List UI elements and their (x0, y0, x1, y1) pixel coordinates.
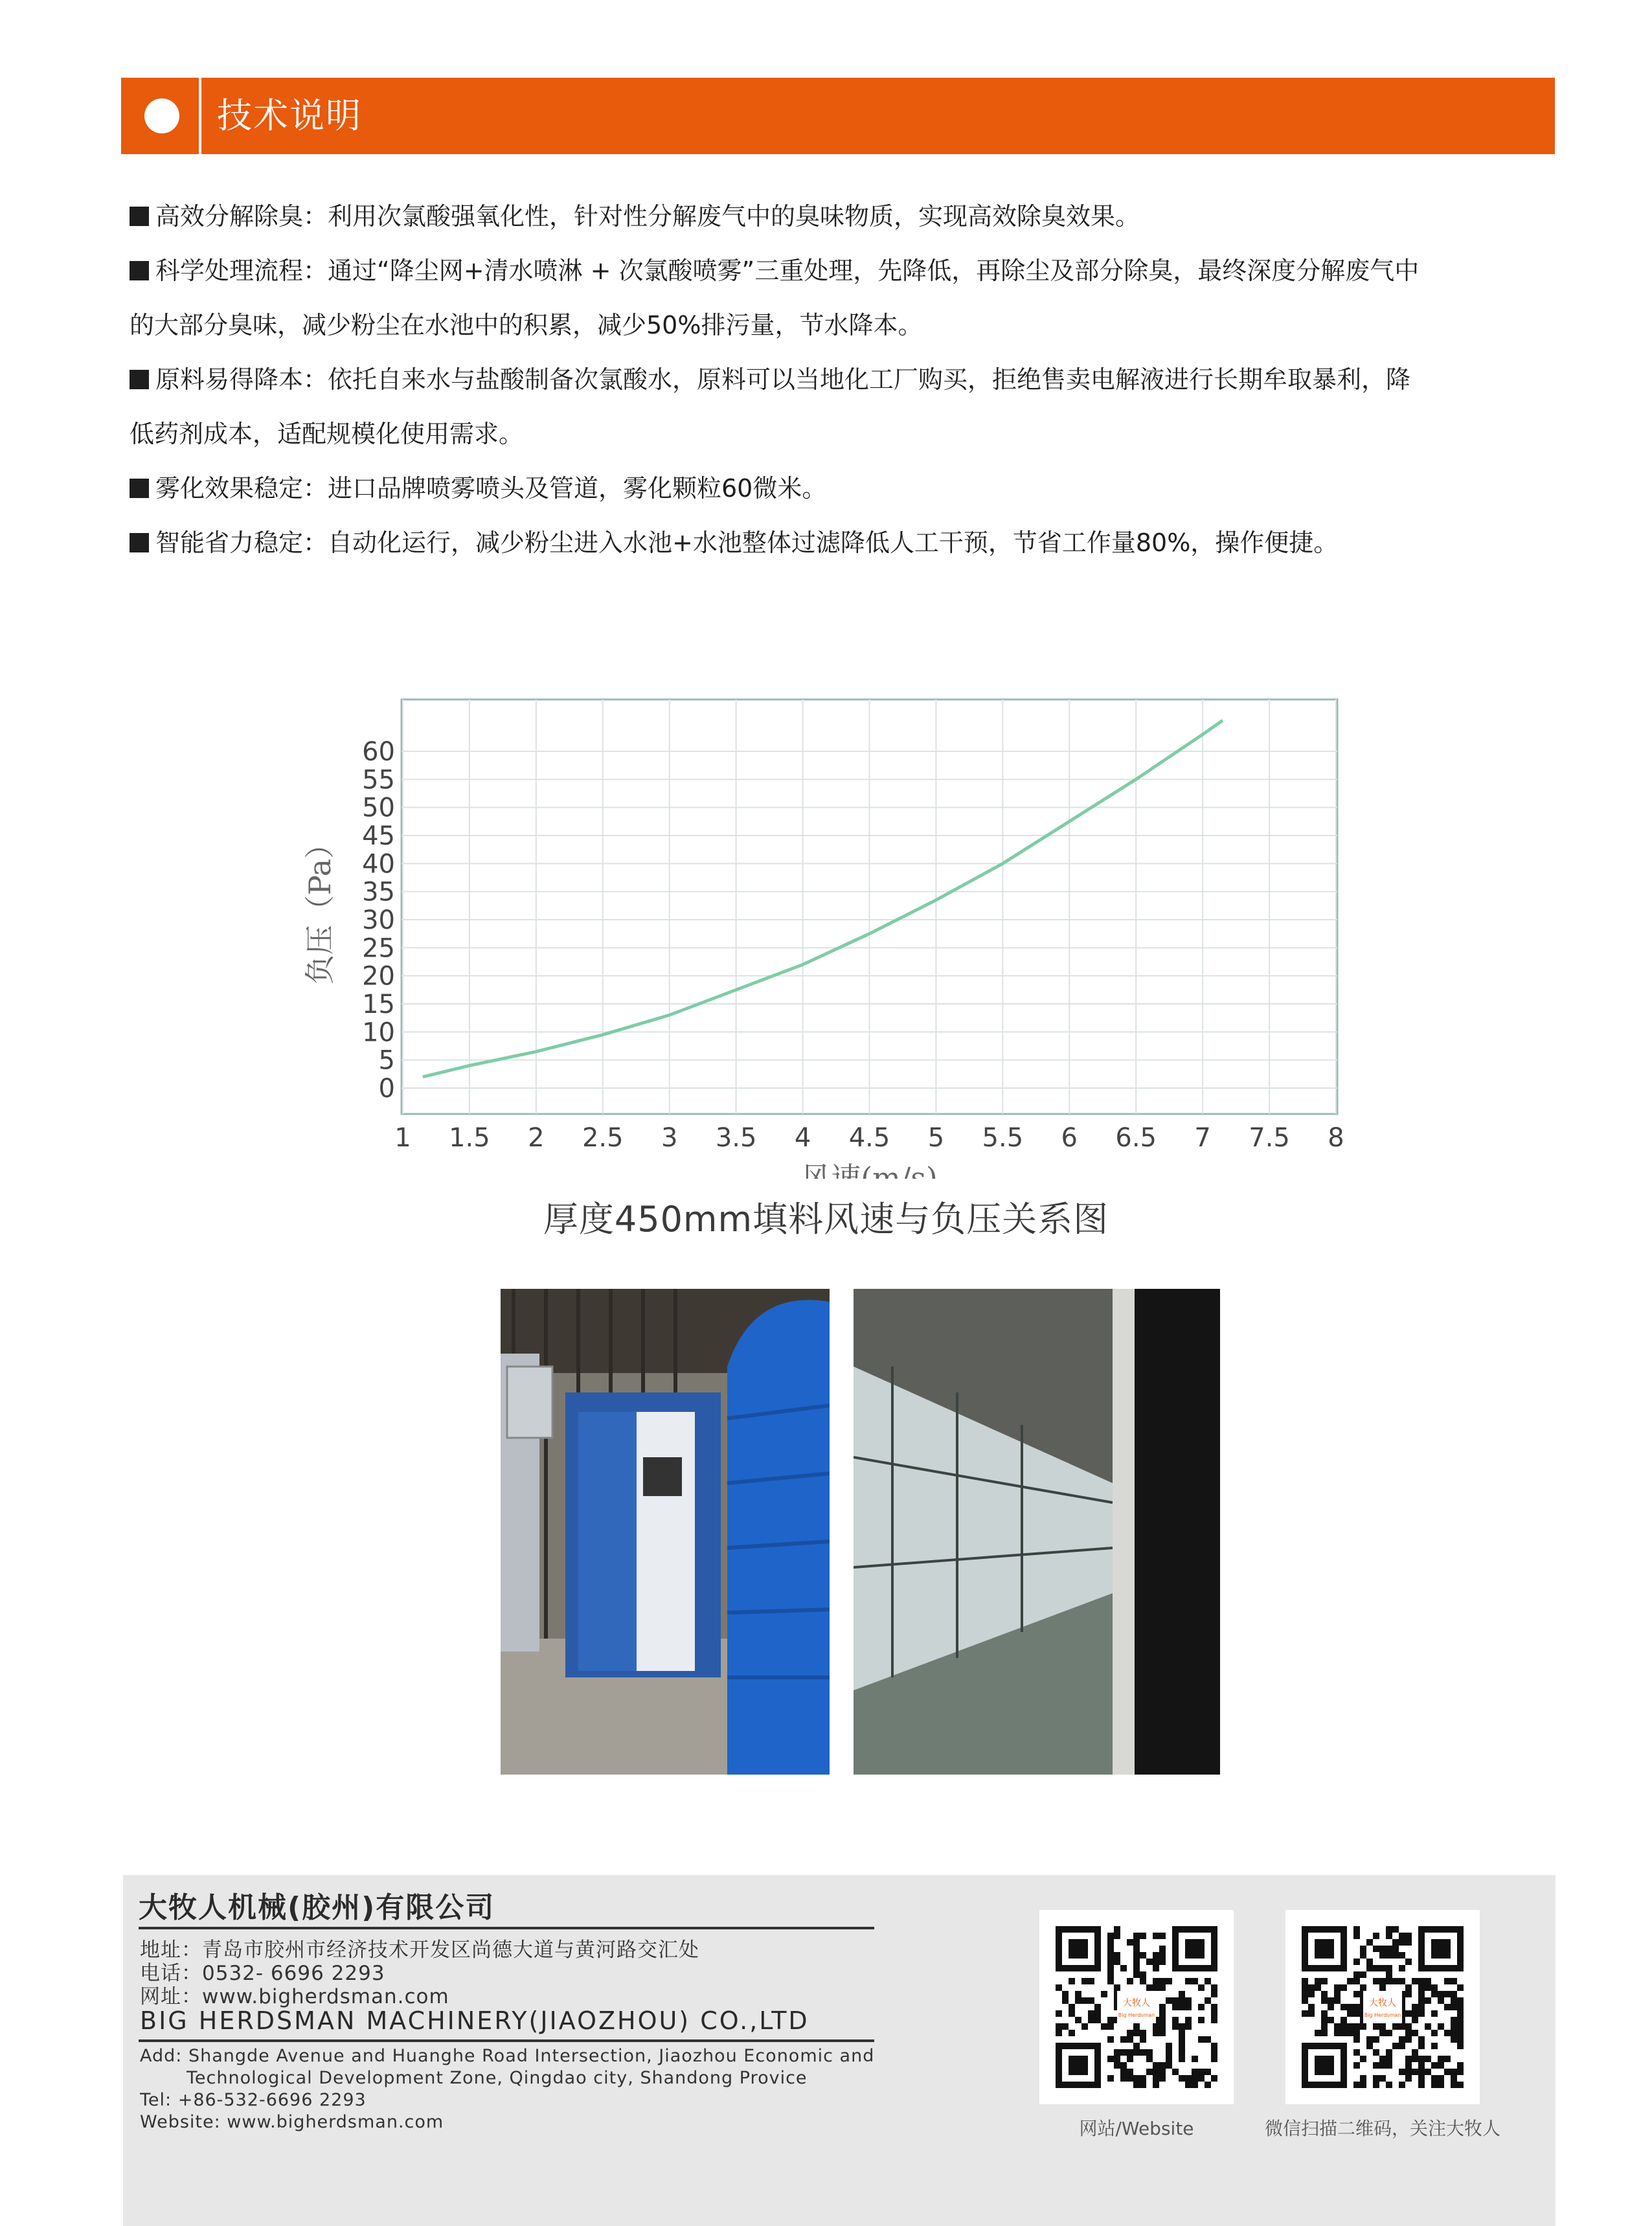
footer-divider (139, 2039, 874, 2042)
y-tick-label: 5 (378, 1045, 395, 1076)
square-bullet-icon (130, 207, 149, 226)
x-tick-label: 1 (394, 1123, 411, 1153)
chart-caption: 厚度450mm填料风速与负压关系图 (543, 1199, 1109, 1240)
address-cn: 地址：青岛市胶州市经济技术开发区尚德大道与黄河路交汇处 (140, 1938, 699, 1962)
x-tick-label: 6.5 (1115, 1123, 1157, 1153)
spray-tunnel-photo (854, 1289, 1220, 1775)
qr-logo-subtext: Big Herdsman (1364, 2012, 1401, 2018)
y-axis-label: 负压（Pa） (302, 828, 337, 985)
y-tick-label: 55 (362, 765, 395, 795)
feature-item-continued (130, 407, 1551, 461)
pressure-chart (298, 687, 1360, 1179)
square-bullet-icon (130, 261, 149, 280)
section-title: 技术说明 (217, 95, 362, 136)
x-tick-label: 2.5 (582, 1123, 624, 1153)
feature-text: 智能省力稳定：自动化运行，减少粉尘进入水池+水池整体过滤降低人工干预，节省工作量80%，操作便捷。 (155, 528, 1339, 557)
x-tick-label: 7 (1194, 1123, 1211, 1153)
equipment-room-illustration (501, 1289, 830, 1775)
x-tick-label: 5 (927, 1123, 945, 1153)
qr-logo-text: 大牧人 (1369, 1998, 1396, 2008)
qr-logo-text: 大牧人 (1123, 1998, 1150, 2008)
qr-logo-subtext: Big Herdsman (1118, 2012, 1155, 2018)
x-tick-label: 4 (794, 1123, 811, 1153)
phone-en: Tel: +86-532-6696 2293 (140, 2090, 367, 2110)
x-tick-label: 7.5 (1249, 1123, 1290, 1153)
equipment-room-photo (501, 1289, 830, 1775)
x-tick-label: 6 (1061, 1123, 1078, 1153)
feature-text: 高效分解除臭：利用次氯酸强氧化性，针对性分解废气中的臭味物质，实现高效除臭效果。 (155, 202, 1140, 231)
feature-item (130, 461, 1551, 516)
footer (123, 1875, 1556, 2226)
feature-item-continued (130, 298, 1551, 352)
feature-item (130, 352, 1551, 407)
square-bullet-icon (130, 533, 149, 552)
website-qr-code[interactable] (1039, 1910, 1234, 2104)
company-name-cn: 大牧人机械(胶州)有限公司 (139, 1891, 495, 1924)
y-tick-label: 30 (362, 905, 395, 935)
feature-text: 的大部分臭味，减少粉尘在水池中的积累，减少50%排污量，节水降本。 (130, 311, 923, 339)
x-axis-label: 风速(m/s) (801, 1161, 938, 1179)
y-tick-label: 50 (362, 793, 395, 823)
y-tick-label: 60 (362, 737, 395, 767)
wechat-qr-caption: 微信扫描二维码，关注大牧人 (1264, 2118, 1500, 2139)
feature-item (130, 244, 1551, 298)
section-header (121, 78, 1555, 154)
spray-tunnel-illustration (854, 1289, 1220, 1775)
y-tick-label: 10 (362, 1017, 395, 1048)
feature-item (130, 516, 1551, 570)
x-tick-label: 5.5 (982, 1123, 1024, 1153)
feature-text: 原料易得降本：依托自来水与盐酸制备次氯酸水，原料可以当地化工厂购买，拒绝售卖电解液进行长期牟取暴利，降 (155, 365, 1411, 394)
y-tick-label: 45 (362, 821, 395, 851)
y-tick-label: 0 (378, 1074, 395, 1104)
x-tick-label: 3.5 (715, 1123, 757, 1153)
x-tick-label: 8 (1328, 1123, 1344, 1153)
footer-divider (139, 1927, 874, 1929)
y-tick-label: 40 (362, 849, 395, 880)
address-en-line2: Technological Development Zone, Qingdao city, Shandong Provice (187, 2068, 808, 2088)
x-tick-label: 4.5 (848, 1123, 890, 1153)
website-en: Website: www.bigherdsman.com (140, 2112, 444, 2132)
company-name-en: BIG HERDSMAN MACHINERY(JIAOZHOU) CO.,LTD (140, 2006, 809, 2035)
qr-code-pattern (1039, 1910, 1234, 2104)
qr-code-pattern (1285, 1910, 1480, 2104)
y-tick-label: 20 (362, 961, 395, 992)
x-tick-label: 3 (661, 1123, 678, 1153)
x-tick-label: 1.5 (449, 1123, 490, 1153)
circle-bullet-icon (144, 98, 179, 133)
y-tick-label: 25 (362, 933, 395, 964)
y-tick-label: 35 (362, 877, 395, 907)
feature-text: 低药剂成本，适配规模化使用需求。 (130, 420, 524, 448)
chart-svg (298, 687, 1360, 1179)
phone-cn: 电话：0532- 6696 2293 (140, 1962, 385, 1985)
website-qr-caption: 网站/Website (1079, 2118, 1194, 2139)
wechat-qr-code[interactable] (1285, 1910, 1480, 2104)
header-divider (199, 78, 201, 154)
address-en-line1: Add: Shangde Avenue and Huanghe Road Intersection, Jiaozhou Economic and (140, 2046, 875, 2066)
x-tick-label: 2 (528, 1123, 545, 1153)
feature-text: 雾化效果稳定：进口品牌喷雾喷头及管道，雾化颗粒60微米。 (155, 474, 827, 503)
square-bullet-icon (130, 479, 149, 498)
feature-text: 科学处理流程：通过“降尘网+清水喷淋 + 次氯酸喷雾”三重处理，先降低，再除尘及部分除臭，最终深度分解废气中 (155, 256, 1420, 285)
website-cn: 网址：www.bigherdsman.com (140, 1985, 449, 2008)
feature-item (130, 189, 1551, 244)
y-tick-label: 15 (362, 990, 395, 1019)
feature-list (130, 189, 1551, 570)
square-bullet-icon (130, 370, 149, 389)
